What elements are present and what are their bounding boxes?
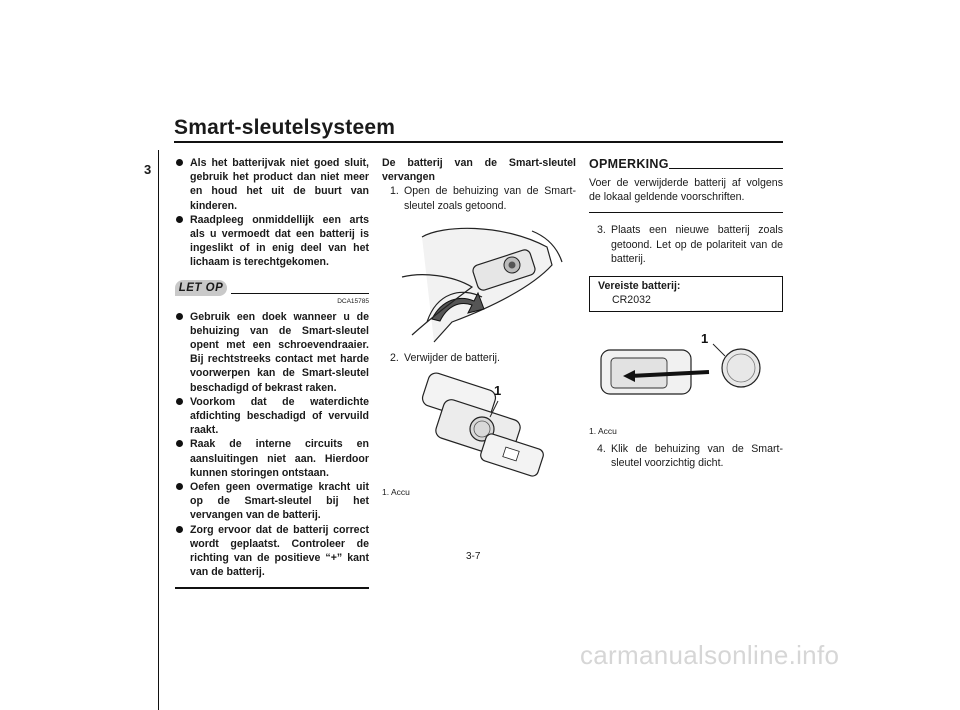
steps-list bbox=[382, 184, 576, 212]
bullet-icon bbox=[176, 159, 183, 166]
bullet-icon bbox=[176, 216, 183, 223]
bullet-icon bbox=[176, 313, 183, 320]
chapter-number: 3 bbox=[144, 162, 152, 177]
battery-spec-value: CR2032 bbox=[612, 294, 651, 307]
notice-code: DCA15785 bbox=[337, 297, 369, 305]
section-heading: De batterij van de Smart-sleutel vervangen bbox=[382, 157, 576, 184]
bullet-icon bbox=[176, 440, 183, 447]
notice-rule bbox=[231, 293, 369, 294]
notice-bottom-rule bbox=[175, 587, 369, 589]
watermark: carmanualsonline.info bbox=[580, 640, 840, 670]
notice-item: Zorg ervoor dat de batterij correct wordt geplaatst. Controleer de richting van de positieve “+” kant van de batterij. bbox=[175, 523, 369, 580]
step-4: 4. Klik de behuizing van de Smart-sleutel voorzichtig dicht. bbox=[597, 443, 783, 470]
notice-item: Raak de interne circuits en aansluitingen niet aan. Hierdoor kunnen storingen ontstaan. bbox=[175, 437, 369, 480]
note-rule bbox=[669, 168, 783, 169]
warning-item: Als het batterijvak niet goed sluit, gebruik het product dan niet meer en houd het uit de buurt van kinderen. bbox=[175, 156, 369, 213]
fig3-callout: 1 bbox=[701, 332, 709, 347]
battery-spec-label: Vereiste batterij: bbox=[598, 280, 681, 293]
column-warnings bbox=[175, 156, 369, 589]
insert-battery-illustration bbox=[589, 332, 783, 420]
figure-remove-battery bbox=[382, 371, 576, 481]
fig3-caption: 1. Accu bbox=[589, 426, 617, 437]
remove-battery-illustration bbox=[382, 371, 576, 481]
steps-list-3 bbox=[589, 223, 783, 266]
note-text: Voer de verwijderde batterij af volgens de lokaal geldende voorschriften. bbox=[589, 177, 783, 204]
step-3: 3. Plaats een nieuwe batterij zoals getoond. Let op de polariteit van de batterij. bbox=[597, 224, 783, 265]
bullet-icon bbox=[176, 483, 183, 490]
notice-item: Voorkom dat de waterdichte afdichting beschadigd of vervuild raakt. bbox=[175, 395, 369, 438]
notice-header bbox=[175, 280, 369, 302]
fig2-caption: 1. Accu bbox=[382, 487, 410, 498]
note-header bbox=[589, 156, 783, 174]
steps-list-2 bbox=[382, 351, 576, 365]
note-bottom-rule bbox=[589, 212, 783, 213]
notice-label: LET OP bbox=[175, 280, 227, 296]
notice-item: Oefen geen overmatige kracht uit op de Smart-sleutel bij het vervangen van de batterij. bbox=[175, 480, 369, 523]
figure-open-key bbox=[382, 217, 576, 343]
title-rule bbox=[174, 141, 783, 143]
warning-list bbox=[175, 156, 369, 270]
step-2: 2. Verwijder de batterij. bbox=[390, 351, 500, 364]
battery-spec-box bbox=[589, 276, 783, 312]
bullet-icon bbox=[176, 398, 183, 405]
note-title: OPMERKING bbox=[589, 157, 669, 171]
figure-insert-battery bbox=[589, 332, 783, 420]
notice-list bbox=[175, 310, 369, 580]
page-title: Smart-sleutelsysteem bbox=[174, 116, 396, 139]
bullet-icon bbox=[176, 526, 183, 533]
notice-item: Gebruik een doek wanneer u de behuizing van de Smart-sleutel opent met een schroevendraaier. Bij rechtstreeks contact met harde voorwerpen kan de Smart-sleutel beschadigd of bekrast raken. bbox=[175, 310, 369, 395]
fig2-callout: 1 bbox=[494, 383, 502, 399]
step-1: 1. Open de behuizing van de Smart-sleutel zoals getoond. bbox=[390, 185, 576, 212]
page-number: 3-7 bbox=[466, 551, 481, 562]
column-note bbox=[589, 156, 783, 471]
steps-list-4 bbox=[589, 442, 783, 470]
warning-item: Raadpleeg onmiddellijk een arts als u vermoedt dat een batterij is ingeslikt of in enig deel van het lichaam is terechtgekomen. bbox=[175, 213, 369, 270]
open-key-illustration bbox=[382, 217, 576, 343]
column-replace bbox=[382, 156, 576, 499]
chapter-tab bbox=[0, 150, 159, 710]
